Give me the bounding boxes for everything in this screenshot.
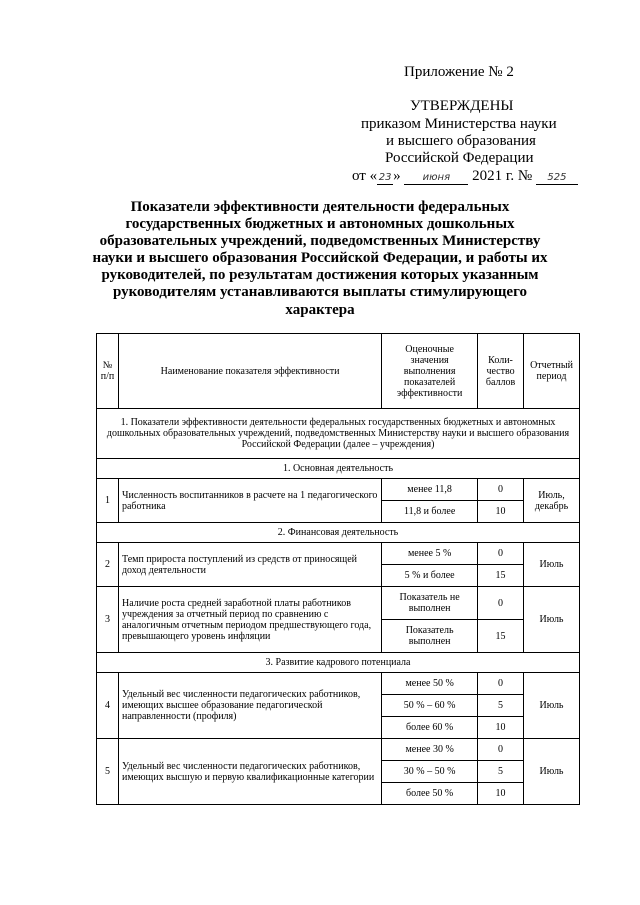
section-row (97, 409, 580, 459)
row-value: менее 11,8 (382, 479, 478, 501)
row-value: более 50 % (382, 783, 478, 805)
row-value: более 60 % (382, 717, 478, 739)
approved-label: УТВЕРЖДЕНЫ (410, 98, 514, 114)
indicators-table (96, 333, 580, 805)
table-row (97, 587, 580, 620)
row-points: 0 (478, 587, 524, 620)
row-value: менее 50 % (382, 673, 478, 695)
row-period: Июль (524, 673, 580, 739)
row-period: Июль, декабрь (524, 479, 580, 523)
date-day-handwritten: 23 (378, 172, 392, 183)
row-value: менее 30 % (382, 739, 478, 761)
row-num: 1 (97, 479, 119, 523)
appendix-label: Приложение № 2 (404, 64, 514, 80)
header-name: Наименование показателя эффективности (118, 334, 381, 409)
row-value: 5 % и более (382, 565, 478, 587)
date-suffix: » (393, 168, 405, 184)
subsection-3-title: 3. Развитие кадрового потенциала (97, 653, 580, 673)
order-number-handwritten: 525 (536, 172, 578, 185)
row-name: Удельный вес численности педагогических работников, имеющих высшее образование педагогической направленности (профиля) (118, 673, 381, 739)
header-num: № п/п (97, 334, 119, 409)
row-period: Июль (524, 543, 580, 587)
row-points: 10 (478, 501, 524, 523)
row-points: 0 (478, 673, 524, 695)
subsection-1-title: 1. Основная деятельность (97, 459, 580, 479)
row-name: Темп прироста поступлений из средств от приносящей доход деятельности (118, 543, 381, 587)
row-num: 2 (97, 543, 119, 587)
row-points: 5 (478, 761, 524, 783)
row-period: Июль (524, 587, 580, 653)
row-value: 50 % – 60 % (382, 695, 478, 717)
row-value: Показатель выполнен (382, 620, 478, 653)
row-name: Удельный вес численности педагогических работников, имеющих высшую и первую квалификационные категории (118, 739, 381, 805)
subsection-row (97, 653, 580, 673)
order-line-1: приказом Министерства науки (361, 116, 557, 132)
row-period: Июль (524, 739, 580, 805)
header-values: Оценочные значения выполнения показателей эффективности (382, 334, 478, 409)
table-row (97, 673, 580, 695)
row-value: Показатель не выполнен (382, 587, 478, 620)
row-value: менее 5 % (382, 543, 478, 565)
row-value: 11,8 и более (382, 501, 478, 523)
subsection-row (97, 523, 580, 543)
row-value: 30 % – 50 % (382, 761, 478, 783)
row-points: 15 (478, 620, 524, 653)
order-date-line (352, 167, 578, 185)
row-points: 10 (478, 783, 524, 805)
date-year: 2021 г. № (472, 168, 533, 184)
subsection-row (97, 459, 580, 479)
table-header-row (97, 334, 580, 409)
row-num: 5 (97, 739, 119, 805)
section-1-title: 1. Показатели эффективности деятельности федеральных государственных бюджетных и автономных дошкольных образовательных учреждений, подведомственных Министерству науки и высшего образования Российской Федерации (далее – учреждения) (97, 409, 580, 459)
subsection-2-title: 2. Финансовая деятельность (97, 523, 580, 543)
row-points: 10 (478, 717, 524, 739)
row-name: Численность воспитанников в расчете на 1 педагогического работника (118, 479, 381, 523)
table-row (97, 543, 580, 565)
row-points: 0 (478, 543, 524, 565)
document-title: Показатели эффективности деятельности федеральных государственных бюджетных и автономных дошкольных образовательных учреждений, подведомственных Министерству науки и высшего образования Российской Федерации, и работы их руководителей, по результатам достижения которых указанным руководителям устанавливаются выплаты стимулирующего характера (92, 199, 548, 318)
row-name: Наличие роста средней заработной платы работников учреждения за отчетный период по сравнению с аналогичным отчетным периодом предшествующего года, превышающего уровень инфляции (118, 587, 381, 653)
date-prefix: от « (352, 168, 378, 184)
table-row (97, 739, 580, 761)
row-points: 0 (478, 739, 524, 761)
date-month-handwritten: июня (404, 172, 468, 185)
row-points: 5 (478, 695, 524, 717)
row-points: 0 (478, 479, 524, 501)
order-line-3: Российской Федерации (385, 150, 534, 166)
header-period: Отчетный период (524, 334, 580, 409)
order-line-2: и высшего образования (386, 133, 536, 149)
table-row (97, 479, 580, 501)
row-points: 15 (478, 565, 524, 587)
header-points: Коли-чество баллов (478, 334, 524, 409)
row-num: 3 (97, 587, 119, 653)
row-num: 4 (97, 673, 119, 739)
